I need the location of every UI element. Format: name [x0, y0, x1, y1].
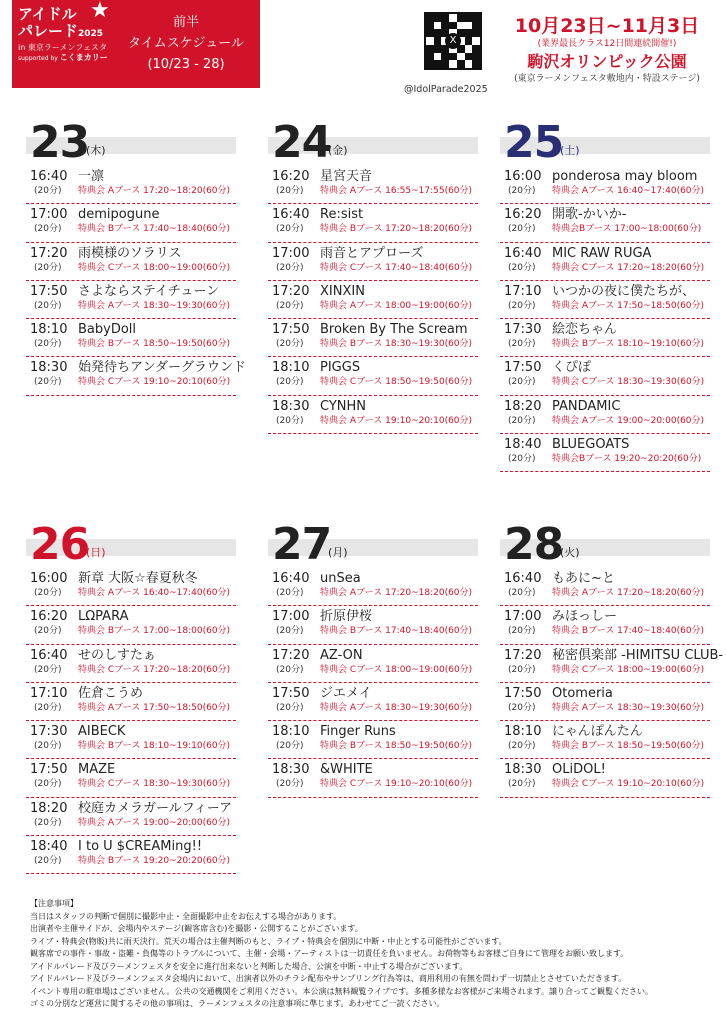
slot-duration: (20分)	[508, 779, 536, 790]
slot-time: 18:40	[30, 839, 68, 855]
slot-time: 16:20	[30, 609, 68, 625]
performance-slot	[26, 243, 236, 281]
performance-slot	[500, 243, 710, 281]
slot-duration: (20分)	[276, 588, 304, 598]
slot-time: 18:20	[30, 800, 68, 816]
x-logo-icon: X	[445, 33, 461, 49]
event-info	[496, 14, 718, 85]
event-venue-note: (東京ラーメンフェスタ敷地内・特設ステージ)	[514, 74, 700, 84]
artist-name: Otomeria	[552, 685, 613, 701]
artist-name: 開歌-かいか-	[552, 207, 627, 223]
performance-slot	[268, 281, 478, 319]
benefit-session: 特典会 Bブース 18:50~19:50(60分)	[552, 741, 705, 752]
benefit-session: 特典会 Aブース 16:40~17:40(60分)	[78, 588, 231, 598]
note-line: ゴミの分別など運営に関するその他の事項は、ラーメンフェスタの注意事項に準じます。あわせてご一読ください。	[30, 999, 445, 1008]
benefit-session: 特典会Bブース 17:00~18:00(60分)	[552, 224, 702, 235]
artist-name: 折原伊桜	[320, 609, 373, 625]
slot-time: 17:20	[272, 283, 310, 299]
benefit-session: 特典会 Aブース 17:50~18:50(60分)	[552, 300, 705, 311]
note-line: イベント専用の駐車場はございません。公共の交通機関をご利用ください。本公演は無料観覧ライブです。多種多様なお客様がご来場されます。譲り合ってご観覧ください。	[30, 986, 653, 996]
benefit-session: 特典会 Aブース 18:00~19:00(60分)	[320, 300, 473, 311]
note-line: アイドルパレード及びラーメンフェスタ会場内において、出演者以外のチラシ配布やサンプリング行為等は、商用利用の有無を問わず一切禁止とさせていただきます。	[30, 974, 627, 983]
slot-time: 17:50	[272, 685, 310, 701]
benefit-session: 特典会 Cブース 17:20~18:20(60分)	[78, 664, 231, 675]
artist-name: 絵恋ちゃん	[552, 322, 618, 338]
performance-slot	[268, 759, 478, 797]
logo-sponsor: supported by こくまカリー	[18, 53, 108, 62]
slot-time: 18:30	[30, 360, 68, 376]
benefit-session: 特典会 Aブース 16:55~17:55(60分)	[320, 186, 473, 196]
day-header	[500, 519, 710, 570]
slot-duration: (20分)	[508, 415, 536, 426]
note-line: ライブ・特典会(物販)共に雨天決行。荒天の場合は主催判断のもと、ライブ・特典会を個別に中断・中止とする可能性がございます。	[30, 936, 507, 946]
slot-duration: (20分)	[508, 664, 536, 675]
slot-time: 17:00	[30, 207, 68, 223]
artist-name: くぴぽ	[552, 360, 592, 376]
slot-duration: (20分)	[34, 339, 62, 350]
benefit-session: 特典会 Aブース 17:50~18:50(60分)	[78, 702, 231, 713]
slot-time: 17:50	[30, 762, 68, 778]
slot-duration: (20分)	[276, 626, 304, 637]
qr-code[interactable]	[424, 12, 482, 70]
slot-time: 18:10	[30, 322, 68, 338]
performance-slot	[268, 645, 478, 683]
benefit-session: 特典会 Aブース 18:30~19:30(60分)	[552, 702, 705, 713]
notes-section	[30, 898, 710, 1011]
slot-time: 16:40	[504, 245, 542, 261]
slot-duration: (20分)	[276, 741, 304, 752]
slot-duration: (20分)	[34, 626, 62, 637]
slot-time: 17:50	[30, 283, 68, 299]
performance-slot	[268, 357, 478, 395]
slot-duration: (20分)	[276, 377, 304, 388]
slot-duration: (20分)	[508, 741, 536, 752]
logo-line-1: アイドル	[18, 5, 77, 23]
performance-slot	[26, 166, 236, 204]
day-number: 26	[30, 519, 90, 570]
day-column	[26, 519, 236, 874]
benefit-session: 特典会 Aブース 19:00~20:00(60分)	[78, 817, 231, 828]
slot-time: 17:50	[272, 322, 310, 338]
slot-time: 17:20	[30, 245, 68, 261]
artist-name: せのしすたぁ	[78, 647, 157, 663]
performance-slot	[500, 606, 710, 644]
benefit-session: 特典会 Cブース 18:50~19:50(60分)	[320, 377, 473, 388]
performance-slot	[500, 683, 710, 721]
artist-name: 新章 大阪☆春夏秋冬	[78, 571, 198, 586]
performance-slot	[500, 281, 710, 319]
day-of-week: (金)	[328, 144, 348, 157]
performance-slot	[500, 759, 710, 797]
slot-time: 18:30	[272, 762, 310, 778]
artist-name: BLUEGOATS	[552, 437, 630, 453]
day-header	[26, 519, 236, 570]
slot-duration: (20分)	[276, 224, 304, 235]
slot-time: 16:20	[504, 207, 542, 223]
slot-time: 17:10	[504, 283, 542, 299]
event-dates-note: (業界最長クラス12日間連続開催!)	[537, 39, 677, 49]
slot-time: 18:30	[272, 398, 310, 414]
artist-name: 一凛	[78, 169, 105, 184]
slot-duration: (20分)	[34, 817, 62, 828]
benefit-session: 特典会 Aブース 18:30~19:30(60分)	[320, 702, 473, 713]
slot-duration: (20分)	[508, 702, 536, 713]
slot-duration: (20分)	[276, 262, 304, 273]
performance-slot	[268, 319, 478, 357]
day-column	[268, 117, 478, 434]
slot-duration: (20分)	[34, 779, 62, 790]
day-column	[26, 117, 246, 396]
slot-duration: (20分)	[34, 664, 62, 675]
performance-slot	[26, 357, 246, 395]
benefit-session: 特典会 Cブース 18:30~19:30(60分)	[78, 779, 231, 790]
artist-name: 雨音とアプローズ	[320, 245, 424, 261]
artist-name: 星宮天音	[320, 169, 373, 184]
benefit-session: 特典会 Bブース 17:40~18:40(60分)	[552, 626, 705, 637]
performance-slot	[268, 568, 478, 606]
day-of-week: (日)	[86, 546, 106, 559]
performance-slot	[26, 204, 236, 242]
benefit-session: 特典会 Cブース 18:00~19:00(60分)	[78, 262, 231, 273]
slot-duration: (20分)	[276, 664, 304, 675]
benefit-session: 特典会 Cブース 19:10~20:10(60分)	[320, 779, 473, 790]
benefit-session: 特典会 Bブース 17:40~18:40(60分)	[78, 224, 231, 235]
performance-slot	[500, 568, 710, 606]
benefit-session: 特典会 Bブース 18:10~19:10(60分)	[552, 339, 705, 350]
artist-name: MAZE	[78, 762, 116, 778]
slot-duration: (20分)	[508, 339, 536, 350]
day-header	[26, 117, 236, 168]
benefit-session: 特典会 Aブース 17:20~18:20(60分)	[320, 588, 473, 598]
slot-time: 17:20	[272, 647, 310, 663]
star-icon: ★	[90, 0, 110, 23]
slot-time: 16:40	[272, 207, 310, 223]
slot-time: 18:10	[504, 724, 542, 740]
performance-slot	[500, 645, 724, 683]
slot-duration: (20分)	[508, 300, 536, 311]
benefit-session: 特典会 Aブース 18:30~19:30(60分)	[78, 300, 231, 311]
artist-name: CYNHN	[320, 398, 367, 414]
artist-name: AZ-ON	[320, 647, 363, 663]
slot-duration: (20分)	[276, 702, 304, 713]
benefit-session: 特典会 Cブース 19:10~20:10(60分)	[78, 377, 231, 388]
artist-name: みほっしー	[552, 609, 618, 625]
artist-name: 秘密倶楽部 -HIMITSU CLUB-	[552, 647, 724, 663]
slot-duration: (20分)	[34, 702, 62, 713]
artist-name: 佐倉こうめ	[78, 685, 144, 701]
slot-duration: (20分)	[508, 626, 536, 637]
benefit-session: 特典会 Cブース 18:00~19:00(60分)	[320, 664, 473, 675]
performance-slot	[26, 721, 236, 759]
slot-time: 17:30	[504, 322, 542, 338]
slot-duration: (20分)	[34, 856, 62, 867]
slot-duration: (20分)	[34, 588, 62, 598]
note-line: アイドルパレード及びラーメンフェスタを安全に進行出来ないと判断した場合、公演を中断・中止する場合がございます。	[30, 961, 468, 971]
event-venue: 駒沢オリンピック公園	[527, 52, 687, 71]
slot-duration: (20分)	[508, 224, 536, 235]
artist-name: &WHITE	[320, 762, 373, 778]
social-handle[interactable]: @IdolParade2025	[404, 84, 488, 95]
note-line: 出演者や主催サイドが、会場内やステージ(観客席含む)を撮影・公開することがございます。	[30, 924, 363, 933]
performance-slot	[268, 204, 478, 242]
slot-time: 16:40	[272, 571, 310, 586]
artist-name: I to U $CREAMing!!	[78, 839, 203, 855]
performance-slot	[500, 721, 710, 759]
slot-time: 16:00	[504, 169, 542, 184]
artist-name: 始発待ちアンダーグラウンド	[78, 360, 246, 376]
benefit-session: 特典会 Bブース 18:10~19:10(60分)	[78, 741, 231, 752]
artist-name: XINXIN	[320, 283, 365, 299]
performance-slot	[268, 721, 478, 759]
day-of-week: (火)	[560, 546, 580, 559]
day-header	[500, 117, 710, 168]
day-column	[500, 519, 724, 798]
slot-duration: (20分)	[508, 377, 536, 388]
artist-name: さよならステイチューン	[78, 283, 220, 299]
artist-name: PANDAMIC	[552, 398, 621, 414]
logo-line-3: in 東京ラーメンフェスタ	[18, 43, 108, 52]
performance-slot	[26, 798, 236, 836]
artist-name: LΩPARA	[78, 609, 129, 625]
performance-slot	[26, 836, 236, 874]
slot-time: 16:40	[504, 571, 542, 586]
slot-duration: (20分)	[276, 339, 304, 350]
slot-duration: (20分)	[508, 186, 536, 196]
notes-heading: 【注意事項】	[30, 899, 78, 908]
slot-duration: (20分)	[276, 186, 304, 196]
artist-name: 雨模様のソラリス	[78, 245, 182, 261]
performance-slot	[26, 568, 236, 606]
day-number: 23	[30, 117, 90, 168]
performance-slot	[26, 281, 236, 319]
slot-time: 16:40	[30, 647, 68, 663]
performance-slot	[26, 645, 236, 683]
benefit-session: 特典会 Bブース 17:20~18:20(60分)	[320, 224, 473, 235]
performance-slot	[268, 606, 478, 644]
benefit-session: 特典会 Cブース 17:20~18:20(60分)	[552, 262, 705, 273]
performance-slot	[268, 396, 478, 434]
benefit-session: 特典会 Aブース 17:20~18:20(60分)	[552, 588, 705, 598]
performance-slot	[500, 357, 710, 395]
slot-time: 16:00	[30, 571, 68, 586]
slot-time: 17:50	[504, 685, 542, 701]
performance-slot	[26, 683, 236, 721]
benefit-session: 特典会 Bブース 18:50~19:50(60分)	[78, 339, 231, 350]
slot-time: 18:10	[272, 724, 310, 740]
slot-time: 16:20	[272, 169, 310, 184]
slot-time: 17:10	[30, 685, 68, 701]
slot-duration: (20分)	[34, 224, 62, 235]
slot-time: 17:00	[504, 609, 542, 625]
slot-duration: (20分)	[34, 262, 62, 273]
performance-slot	[26, 606, 236, 644]
performance-slot	[500, 204, 710, 242]
benefit-session: 特典会 Bブース 19:20~20:20(60分)	[78, 856, 231, 867]
benefit-session: 特典会 Aブース 17:20~18:20(60分)	[78, 186, 231, 196]
benefit-session: 特典会 Cブース 18:30~19:30(60分)	[552, 377, 705, 388]
benefit-session: 特典会 Bブース 17:40~18:40(60分)	[320, 626, 473, 637]
note-line: 当日はスタッフの判断で個別に撮影中止・全面撮影中止をお伝えする場合があります。	[30, 911, 342, 921]
slot-time: 18:40	[504, 437, 542, 453]
artist-name: PIGGS	[320, 360, 361, 376]
day-of-week: (土)	[560, 144, 580, 157]
performance-slot	[268, 683, 478, 721]
artist-name: にゃんぽんたん	[552, 724, 643, 740]
slot-time: 17:30	[30, 724, 68, 740]
artist-name: Finger Runs	[320, 724, 396, 740]
note-line: 観客席での事件・事故・盗難・負傷等のトラブルについて、主催・会場・アーティストは一切責任を負いません。お荷物等もお客様ご自身にて管理をお願い致します。	[30, 949, 629, 958]
day-number: 27	[272, 519, 332, 570]
slot-duration: (20分)	[34, 186, 62, 196]
artist-name: OLiDOL!	[552, 762, 606, 778]
day-of-week: (月)	[328, 546, 348, 559]
benefit-session: 特典会 Bブース 18:50~19:50(60分)	[320, 741, 473, 752]
performance-slot	[268, 166, 478, 204]
artist-name: demipogune	[78, 207, 160, 223]
slot-time: 16:40	[30, 169, 68, 184]
artist-name: 校庭カメラガールフィーア	[78, 800, 233, 816]
benefit-session: 特典会 Aブース 19:10~20:10(60分)	[320, 415, 473, 426]
slot-time: 18:10	[272, 360, 310, 376]
day-number: 24	[272, 117, 332, 168]
artist-name: unSea	[320, 571, 361, 586]
event-dates: 10月23日~11月3日	[514, 15, 700, 37]
slot-duration: (20分)	[34, 377, 62, 388]
artist-name: いつかの夜に僕たちが、	[552, 283, 696, 299]
performance-slot	[26, 759, 236, 797]
slot-duration: (20分)	[508, 588, 536, 598]
performance-slot	[268, 243, 478, 281]
day-column	[500, 117, 710, 472]
artist-name: もあに~と	[552, 571, 615, 586]
artist-name: ジエメイ	[320, 685, 372, 701]
day-header	[268, 117, 478, 168]
benefit-session: 特典会 Aブース 16:40~17:40(60分)	[552, 186, 705, 196]
performance-slot	[500, 319, 710, 357]
day-of-week: (木)	[86, 144, 106, 157]
slot-duration: (20分)	[276, 415, 304, 426]
artist-name: ponderosa may bloom	[552, 169, 698, 184]
performance-slot	[500, 166, 710, 204]
benefit-session: 特典会Bブース 19:20~20:20(60分)	[552, 454, 702, 465]
performance-slot	[500, 434, 710, 472]
logo-line-2: パレード2025	[18, 22, 104, 40]
slot-time: 17:20	[504, 647, 542, 663]
slot-duration: (20分)	[508, 262, 536, 273]
slot-time: 17:50	[504, 360, 542, 376]
slot-time: 17:00	[272, 245, 310, 261]
slot-time: 17:00	[272, 609, 310, 625]
artist-name: Broken By The Scream	[320, 322, 468, 338]
benefit-session: 特典会 Aブース 19:00~20:00(60分)	[552, 415, 705, 426]
slot-time: 18:30	[504, 762, 542, 778]
header	[0, 0, 727, 100]
benefit-session: 特典会 Cブース 17:40~18:40(60分)	[320, 262, 473, 273]
slot-duration: (20分)	[34, 741, 62, 752]
slot-duration: (20分)	[276, 300, 304, 311]
benefit-session: 特典会 Bブース 17:00~18:00(60分)	[78, 626, 231, 637]
day-header	[268, 519, 478, 570]
performance-slot	[26, 319, 236, 357]
benefit-session: 特典会 Bブース 18:30~19:30(60分)	[320, 339, 473, 350]
slot-duration: (20分)	[276, 779, 304, 790]
artist-name: AIBECK	[78, 724, 126, 740]
schedule-title: 前半 タイムスケジュール (10/23 - 28)	[128, 15, 244, 72]
performance-slot	[500, 396, 710, 434]
day-number: 28	[504, 519, 564, 570]
slot-duration: (20分)	[508, 454, 536, 465]
benefit-session: 特典会 Cブース 19:10~20:10(60分)	[552, 779, 705, 790]
slot-time: 18:20	[504, 398, 542, 414]
artist-name: BabyDoll	[78, 322, 137, 338]
artist-name: Re:sist	[320, 207, 364, 223]
title-banner	[12, 0, 260, 88]
artist-name: MIC RAW RUGA	[552, 245, 652, 261]
benefit-session: 特典会 Cブース 18:00~19:00(60分)	[552, 664, 705, 675]
day-number: 25	[504, 117, 564, 168]
day-column	[268, 519, 478, 798]
slot-duration: (20分)	[34, 300, 62, 311]
